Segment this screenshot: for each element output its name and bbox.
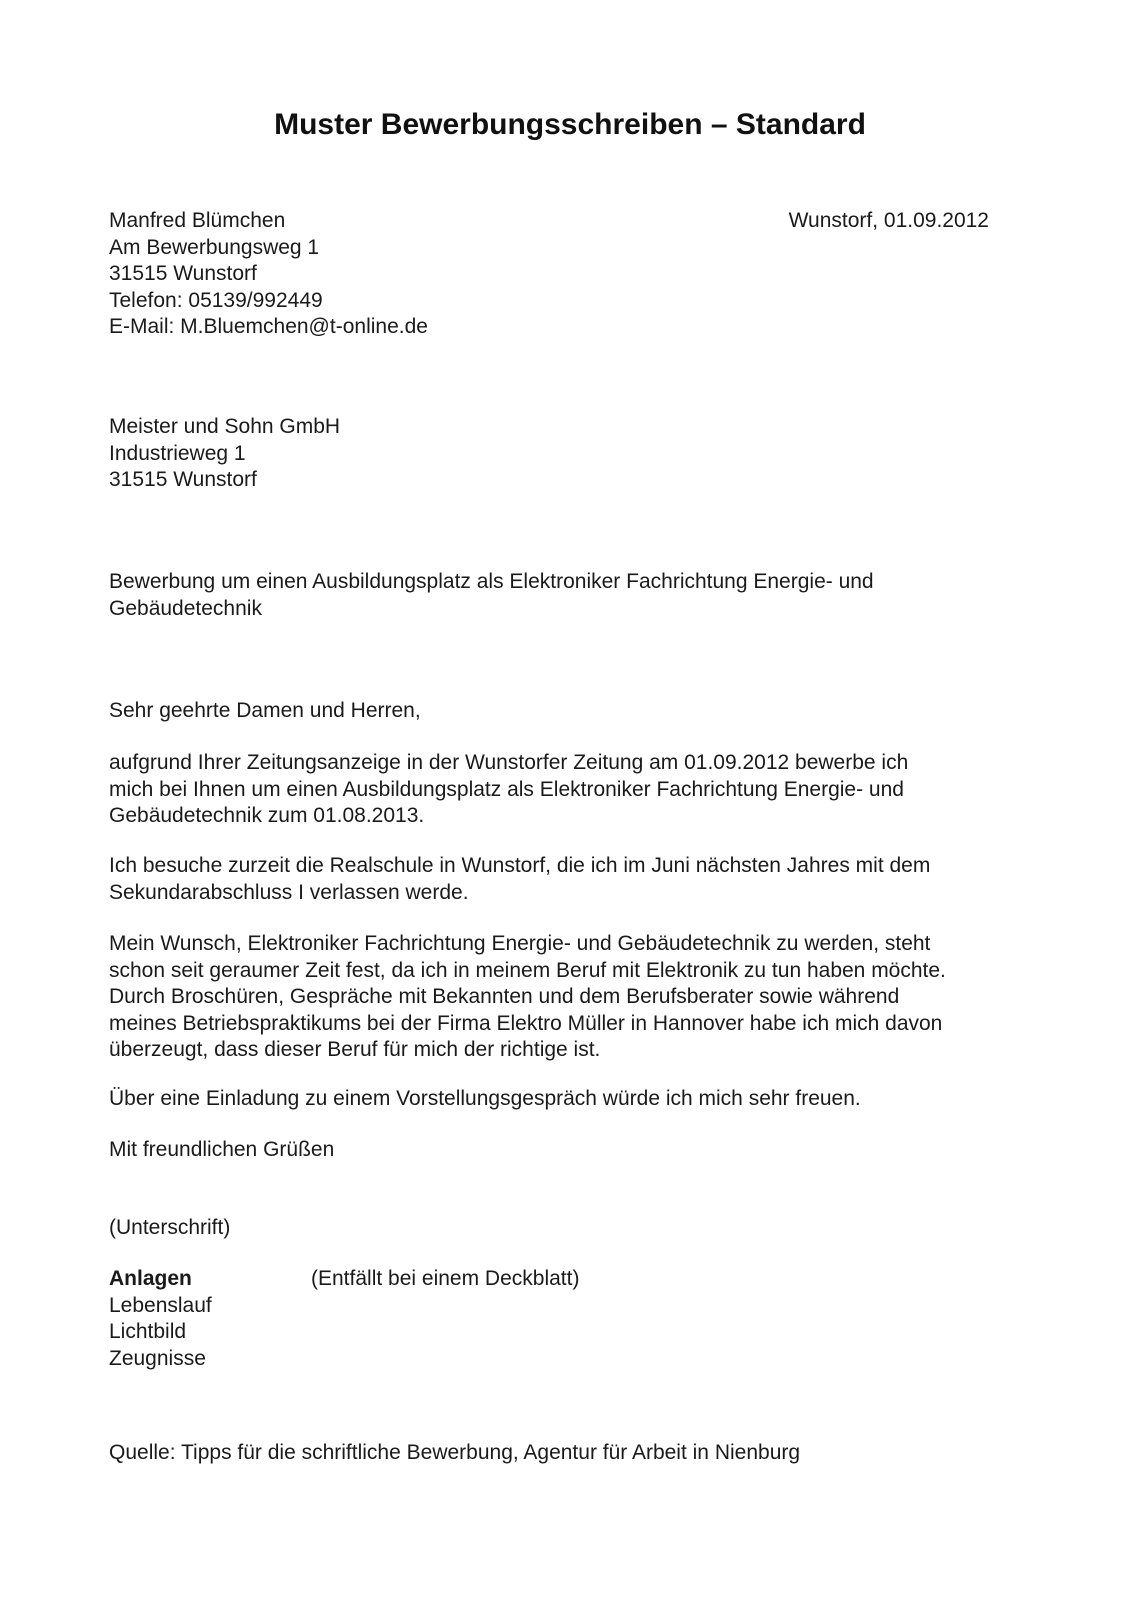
subject-line-2: Gebäudetechnik bbox=[109, 596, 262, 620]
place-date: Wunstorf, 01.09.2012 bbox=[788, 209, 989, 232]
document-title: Muster Bewerbungsschreiben – Standard bbox=[274, 108, 866, 141]
paragraph-1-line-1: aufgrund Ihrer Zeitungsanzeige in der Wunstorfer Zeitung am 01.09.2012 bewerbe ich bbox=[109, 751, 909, 774]
paragraph-3-line-4: meines Betriebspraktikums bei der Firma Elektro Müller in Hannover habe ich mich davon bbox=[109, 1011, 943, 1035]
subject-line bbox=[109, 569, 874, 622]
paragraph-3 bbox=[109, 931, 946, 1064]
salutation bbox=[109, 698, 421, 725]
paragraph-2-line-1: Ich besuche zurzeit die Realschule in Wunstorf, die ich im Juni nächsten Jahres mit dem bbox=[109, 854, 931, 877]
attachment-item: Zeugnisse bbox=[109, 1346, 206, 1370]
sender-street: Am Bewerbungsweg 1 bbox=[109, 235, 320, 259]
paragraph-4-line-1: Über eine Einladung zu einem Vorstellungsgespräch würde ich mich sehr freuen. bbox=[109, 1087, 861, 1110]
source-text: Quelle: Tipps für die schriftliche Bewerbung, Agentur für Arbeit in Nienburg bbox=[109, 1441, 801, 1464]
paragraph-3-line-3: Durch Broschüren, Gespräche mit Bekannten und dem Berufsberater sowie während bbox=[109, 985, 900, 1008]
paragraph-3-line-2: schon seit geraumer Zeit fest, da ich in meinem Beruf mit Elektronik zu tun haben möchte. bbox=[109, 958, 946, 982]
attachment-item: Lebenslauf bbox=[109, 1293, 212, 1317]
attachment-item: Lichtbild bbox=[109, 1320, 187, 1343]
paragraph-4 bbox=[109, 1086, 861, 1113]
signature-text: (Unterschrift) bbox=[109, 1216, 231, 1239]
paragraph-2 bbox=[109, 853, 930, 906]
sender-phone: Telefon: 05139/992449 bbox=[109, 288, 323, 312]
recipient-company: Meister und Sohn GmbH bbox=[109, 415, 341, 438]
paragraph-2-line-2: Sekundarabschluss I verlassen werde. bbox=[109, 880, 469, 904]
sender-email: E-Mail: M.Bluemchen@t-online.de bbox=[109, 315, 428, 338]
attachments-note: (Entfällt bei einem Deckblatt) bbox=[311, 1267, 580, 1290]
attachments bbox=[109, 1266, 212, 1372]
recipient-address bbox=[109, 414, 340, 494]
closing-text: Mit freundlichen Grüßen bbox=[109, 1138, 335, 1161]
subject-line-1: Bewerbung um einen Ausbildungsplatz als Elektroniker Fachrichtung Energie- und bbox=[109, 570, 874, 593]
paragraph-3-line-5: überzeugt, dass dieser Beruf für mich der richtige ist. bbox=[109, 1038, 601, 1061]
paragraph-1-line-3: Gebäudetechnik zum 01.08.2013. bbox=[109, 804, 425, 827]
paragraph-1 bbox=[109, 750, 908, 830]
sender-name: Manfred Blümchen bbox=[109, 209, 286, 232]
attachments-heading: Anlagen bbox=[109, 1267, 192, 1290]
sender-address bbox=[109, 208, 428, 341]
paragraph-3-line-1: Mein Wunsch, Elektroniker Fachrichtung Energie- und Gebäudetechnik zu werden, steht bbox=[109, 932, 931, 955]
recipient-city: 31515 Wunstorf bbox=[109, 468, 257, 491]
recipient-street: Industrieweg 1 bbox=[109, 441, 246, 465]
paragraph-1-line-2: mich bei Ihnen um einen Ausbildungsplatz als Elektroniker Fachrichtung Energie- und bbox=[109, 777, 904, 801]
source-note bbox=[109, 1440, 800, 1467]
salutation-text: Sehr geehrte Damen und Herren, bbox=[109, 699, 421, 722]
signature-placeholder bbox=[109, 1215, 230, 1242]
closing bbox=[109, 1137, 334, 1164]
sender-city: 31515 Wunstorf bbox=[109, 262, 257, 285]
